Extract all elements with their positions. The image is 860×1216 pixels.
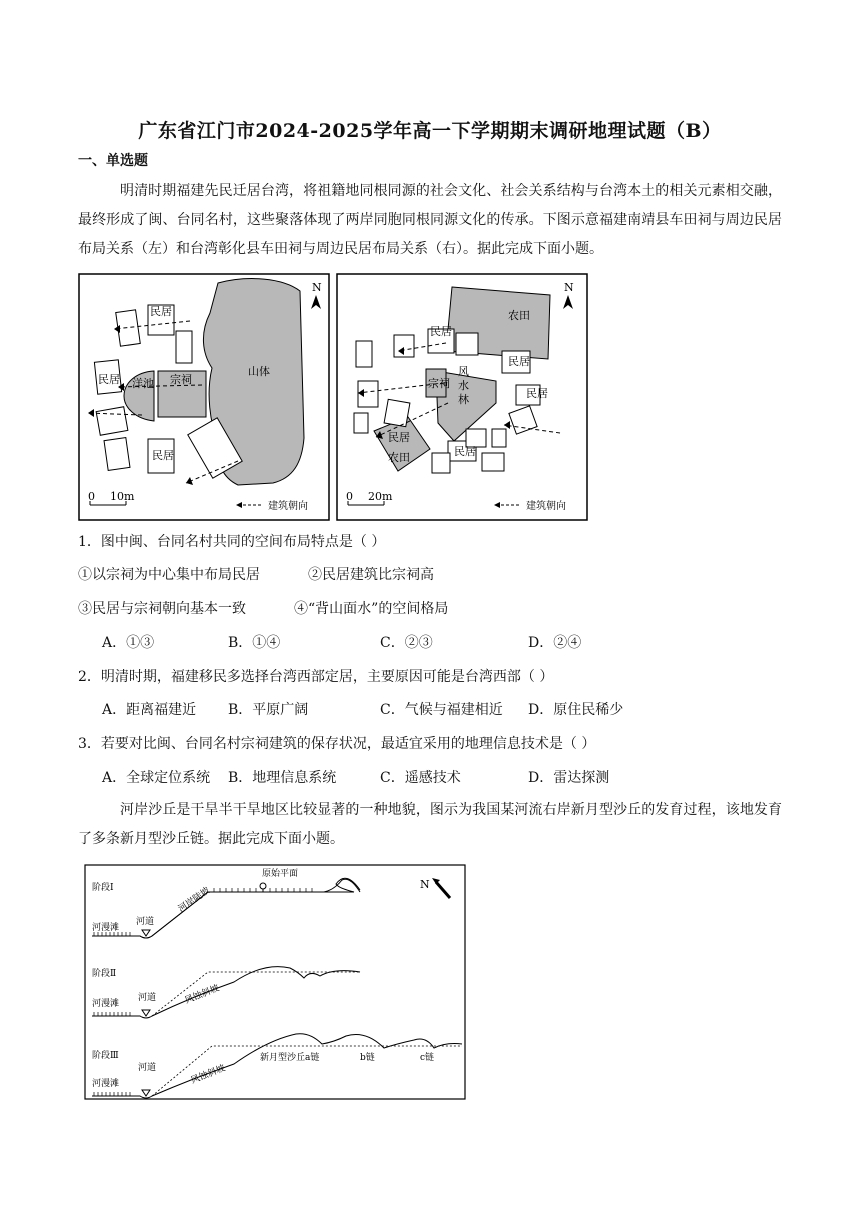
- label-farmland-b: 农田: [388, 451, 410, 464]
- page-title: 广东省江门市2024-2025学年高一下学期期末调研地理试题（B）: [138, 120, 722, 142]
- label-residence-d-right: 民居: [388, 431, 410, 444]
- q3-option-a[interactable]: A．全球定位系统: [102, 770, 211, 786]
- map-left-nanjing: [78, 273, 330, 521]
- svg-text:N: N: [564, 281, 574, 294]
- svg-text:原始平面: 原始平面: [262, 869, 299, 879]
- scale-left: 10m: [110, 490, 135, 503]
- label-mountain: 山体: [248, 365, 270, 378]
- label-pond: 洋池: [132, 377, 154, 390]
- q1-option-b[interactable]: B．①④: [228, 635, 281, 651]
- q3-option-c[interactable]: C．遥感技术: [380, 770, 461, 786]
- svg-text:c链: c链: [420, 1053, 435, 1063]
- svg-text:河道: 河道: [136, 917, 155, 927]
- svg-text:阶段Ⅲ: 阶段Ⅲ: [92, 1051, 119, 1061]
- svg-text:新月型沙丘a链: 新月型沙丘a链: [260, 1053, 320, 1063]
- section-heading: 一、单选题: [78, 153, 148, 169]
- passage-1: 明清时期福建先民迁居台湾，将祖籍地同根同源的社会文化、社会关系结构与台湾本土的相关元素相交融，最终形成了闽、台同名村，这些聚落体现了两岸同胞同根同源文化的传承。下图示意福建南靖县车田祠与周边民居布局关系（左）和台湾彰化县车田祠与周边民居布局关系（右）。据此完成下面小题。: [78, 183, 782, 257]
- label-temple-right: 宗祠: [428, 377, 450, 390]
- label-temple: 宗祠: [170, 373, 192, 386]
- label-residence-b-right: 民居: [508, 355, 530, 368]
- q2-option-d[interactable]: D．原住民稀少: [528, 702, 624, 718]
- svg-text:河道: 河道: [138, 993, 157, 1003]
- svg-text:b链: b链: [360, 1053, 375, 1063]
- svg-text:河道: 河道: [138, 1063, 157, 1073]
- label-residence-e-right: 民居: [454, 445, 476, 458]
- q2-option-b[interactable]: B．平原广阔: [228, 702, 309, 718]
- svg-text:风蚀斜坡: 风蚀斜坡: [183, 983, 221, 1007]
- label-fengshui-1: 风: [458, 365, 469, 378]
- svg-text:河漫滩: 河漫滩: [92, 999, 120, 1009]
- label-fengshui-2: 水: [458, 379, 469, 392]
- dune-development-figure: [84, 864, 466, 1100]
- svg-text:阶段Ⅰ: 阶段Ⅰ: [92, 883, 114, 893]
- scale-right: 20m: [368, 490, 393, 503]
- svg-text:阶段Ⅱ: 阶段Ⅱ: [92, 969, 117, 979]
- q3-option-b[interactable]: B．地理信息系统: [228, 770, 337, 786]
- q1-s2: ②民居建筑比宗祠高: [308, 567, 434, 583]
- label-residence-a-right: 民居: [430, 325, 452, 338]
- q3-stem: 3．若要对比闽、台同名村宗祠建筑的保存状况，最适宜采用的地理信息技术是（ ）: [78, 736, 596, 752]
- q1-s3: ③民居与宗祠朝向基本一致: [78, 601, 246, 617]
- legend-orientation-right: 建筑朝向: [526, 501, 566, 512]
- svg-text:N: N: [420, 878, 430, 891]
- label-residence-c-right: 民居: [526, 387, 548, 400]
- q2-stem: 2．明清时期，福建移民多选择台湾西部定居，主要原因可能是台湾西部（ ）: [78, 669, 554, 685]
- q1-stem: 1．图中闽、台同名村共同的空间布局特点是（ ）: [78, 534, 386, 550]
- scale-zero-left: 0: [88, 490, 95, 503]
- label-residence-a: 民居: [150, 305, 172, 318]
- svg-text:N: N: [312, 281, 322, 294]
- svg-text:风蚀斜坡: 风蚀斜坡: [189, 1063, 227, 1087]
- q1-s4: ④“背山面水”的空间格局: [294, 601, 449, 617]
- q2-option-a[interactable]: A．距离福建近: [102, 702, 197, 718]
- q1-option-d[interactable]: D．②④: [528, 635, 582, 651]
- q2-option-c[interactable]: C．气候与福建相近: [380, 702, 503, 718]
- q3-option-d[interactable]: D．雷达探测: [528, 770, 610, 786]
- legend-orientation-left: 建筑朝向: [268, 501, 308, 512]
- label-residence-b: 民居: [98, 373, 120, 386]
- q1-s1: ①以宗祠为中心集中布局民居: [78, 567, 260, 583]
- map-right-zhanghua: [336, 273, 588, 521]
- q1-option-a[interactable]: A．①③: [102, 635, 155, 651]
- svg-text:河岸陡坡: 河岸陡坡: [176, 885, 212, 915]
- svg-text:河漫滩: 河漫滩: [92, 923, 120, 933]
- passage-2: 河岸沙丘是干旱半干旱地区比较显著的一种地貌，图示为我国某河流右岸新月型沙丘的发育过程，该地发育了多条新月型沙丘链。据此完成下面小题。: [78, 802, 782, 847]
- label-fengshui-3: 林: [458, 393, 469, 406]
- label-residence-c: 民居: [152, 449, 174, 462]
- label-farmland-a: 农田: [508, 309, 530, 322]
- scale-zero-right: 0: [346, 490, 353, 503]
- svg-text:河漫滩: 河漫滩: [92, 1079, 120, 1089]
- q1-option-c[interactable]: C．②③: [380, 635, 433, 651]
